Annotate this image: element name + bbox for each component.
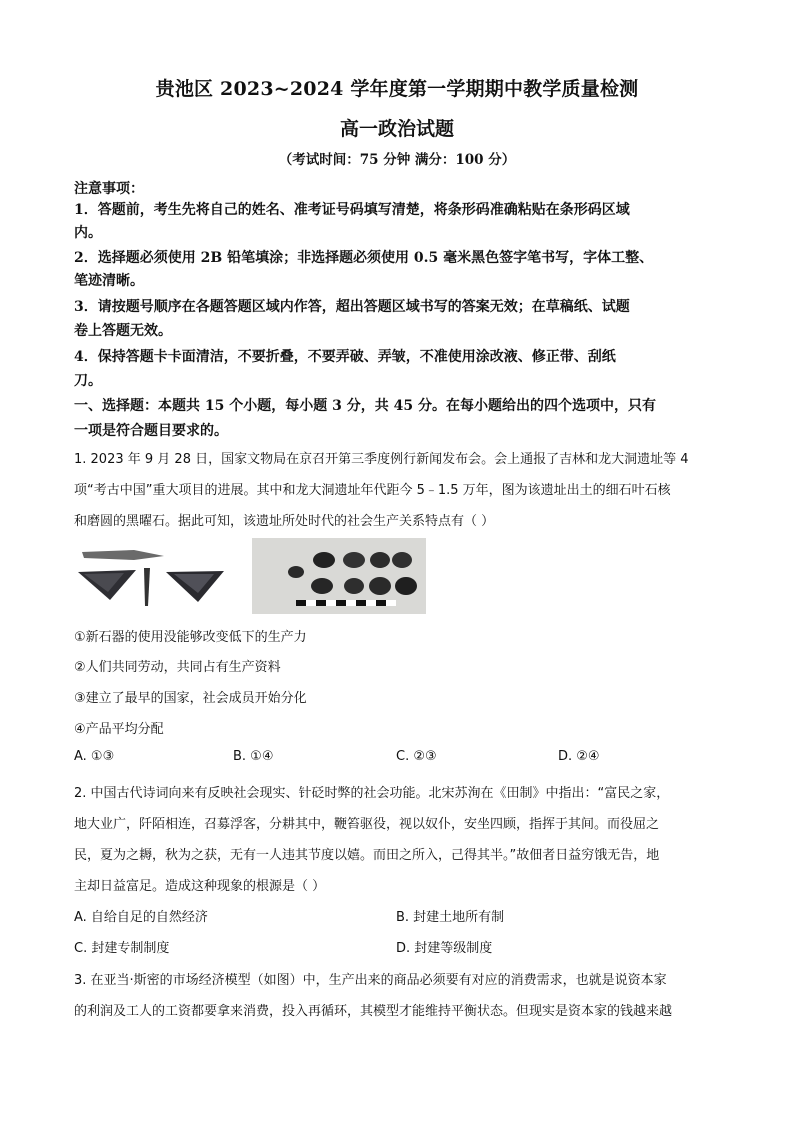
question-3-text: 的利润及工人的工资都要拿来消费，投入再循环，其模型才能维持平衡状态。但现实是资本家的钱越来越 (74, 1004, 673, 1019)
note-line: 1．答题前，考生先将自己的姓名、准考证号码填写清楚，将条形码准确粘贴在条形码区域 (74, 202, 630, 218)
question-2-option-d[interactable]: D. 封建等级制度 (396, 941, 493, 956)
note-line: 2．选择题必须使用 2B 铅笔填涂；非选择题必须使用 0.5 毫米黑色签字笔书写，字体工整、 (74, 250, 654, 266)
question-1-text: 项“考古中国”重大项目的进展。其中和龙大洞遗址年代距今 5﹣1.5 万年，图为该遗址出土的细石叶石核 (74, 483, 671, 498)
note-line: 内。 (74, 225, 102, 241)
note-line: 4．保持答题卡卡面清洁，不要折叠，不要弄破、弄皱，不准使用涂改液、修正带、刮纸 (74, 349, 616, 365)
question-3-text: 3. 在亚当·斯密的市场经济模型（如图）中，生产出来的商品必须要有对应的消费需求，也就是说资本家 (74, 973, 667, 988)
question-2-text: 地大业广，阡陌相连，召募浮客，分耕其中，鞭笞驱役，视以奴仆，安坐四顾，指挥于其间。而役屈之 (74, 817, 660, 832)
note-line: 3．请按题号顺序在各题答题区域内作答，超出答题区域书写的答案无效；在草稿纸、试题 (74, 299, 630, 315)
question-2-text: 2. 中国古代诗词向来有反映社会现实、针砭时弊的社会功能。北宋苏洵在《田制》中指出：“富民之家， (74, 786, 670, 801)
question-2-text: 主却日益富足。造成这种现象的根源是（ ） (74, 879, 326, 894)
note-line: 笔迹清晰。 (74, 273, 144, 289)
question-1-statement: ④产品平均分配 (74, 722, 164, 737)
question-1-option-b[interactable]: B. ①④ (233, 749, 274, 764)
exam-subtitle: 高一政治试题 (339, 118, 454, 140)
note-line: 卷上答题无效。 (74, 323, 172, 339)
section-heading: 一、选择题：本题共 15 个小题，每小题 3 分，共 45 分。在每小题给出的四个选项中，只有 (74, 398, 656, 414)
question-1-text: 和磨圆的黑曜石。据此可知，该遗址所处时代的社会生产关系特点有（ ） (74, 514, 495, 529)
question-1-statement: ②人们共同劳动，共同占有生产资料 (74, 660, 281, 675)
obsidian-pebbles-photo (252, 538, 426, 614)
question-2-option-a[interactable]: A. 自给自足的自然经济 (74, 910, 208, 925)
question-1-option-a[interactable]: A. ①③ (74, 749, 115, 764)
question-1-option-c[interactable]: C. ②③ (396, 749, 437, 764)
notes-heading: 注意事项： (74, 181, 144, 197)
exam-info: （考试时间：75 分钟 满分：100 分） (278, 152, 516, 168)
question-1-option-d[interactable]: D. ②④ (558, 749, 600, 764)
question-2-option-b[interactable]: B. 封建土地所有制 (396, 910, 505, 925)
question-1-text: 1. 2023 年 9 月 28 日，国家文物局在京召开第三季度例行新闻发布会。会上通报了吉林和龙大洞遗址等 4 (74, 452, 689, 467)
question-1-statement: ③建立了最早的国家，社会成员开始分化 (74, 691, 307, 706)
question-1-statement: ①新石器的使用没能够改变低下的生产力 (74, 630, 307, 645)
question-2-text: 民，夏为之耨，秋为之获，无有一人违其节度以嬉。而田之所入，己得其半。”故佃者日益穷饿无告，地 (74, 848, 660, 863)
exam-title: 贵池区 2023~2024 学年度第一学期期中教学质量检测 (155, 78, 639, 100)
section-heading: 一项是符合题目要求的。 (74, 423, 228, 439)
question-2-option-c[interactable]: C. 封建专制制度 (74, 941, 170, 956)
stone-tools-photo (74, 548, 234, 612)
note-line: 刀。 (74, 373, 102, 389)
